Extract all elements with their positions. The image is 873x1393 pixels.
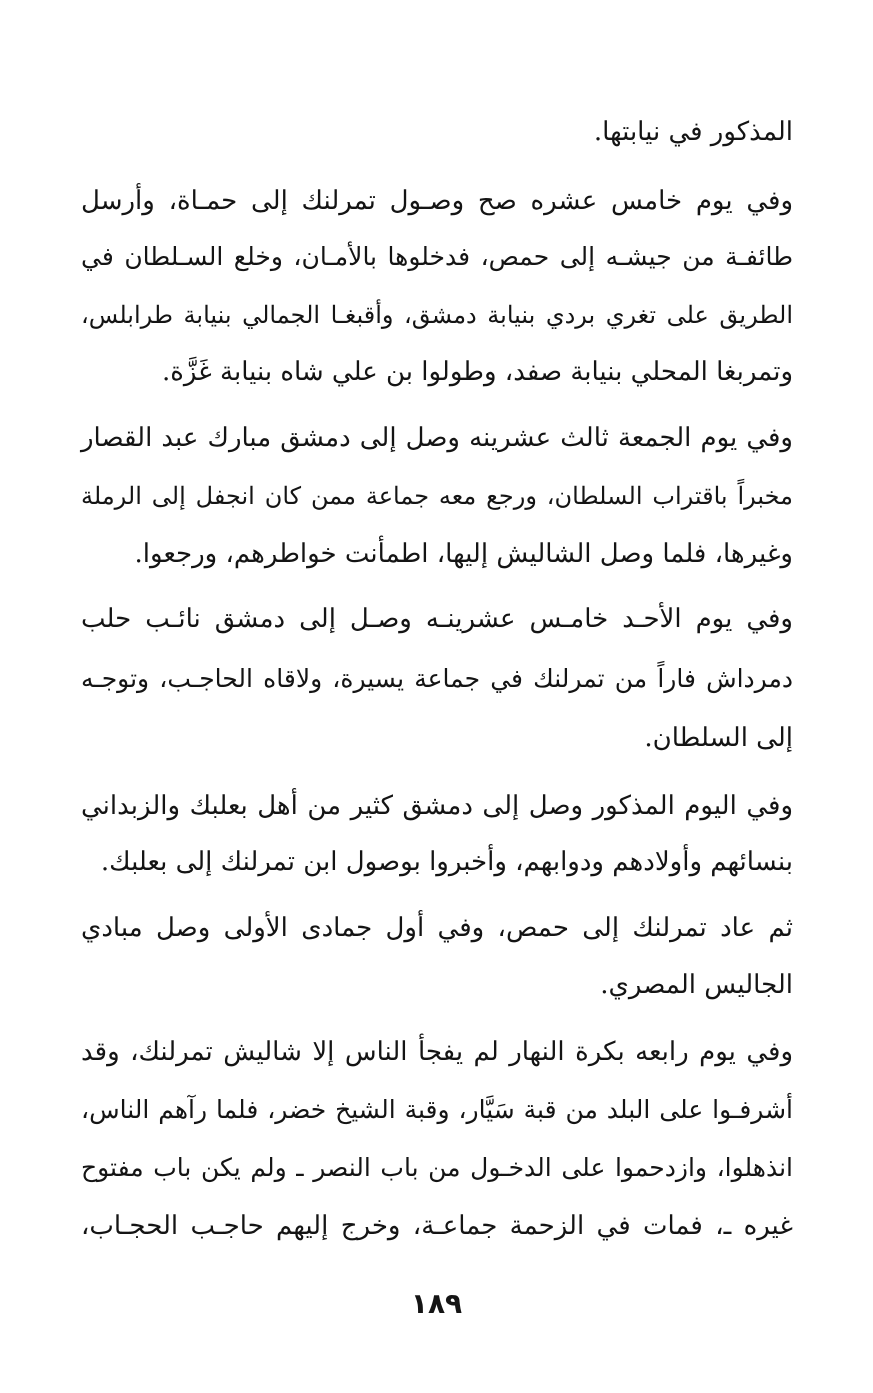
text-line: إلى السلطان. (644, 723, 793, 753)
text-line: طائفـة من جيشـه إلى حمص، فدخلوها بالأمـان، وخلع السـلطان في (81, 242, 793, 271)
text-line: وغيرها، فلما وصل الشاليش إليها، اطمأنت خواطرهم، ورجعوا. (134, 539, 793, 569)
text-line: وفي يوم الجمعة ثالث عشرينه وصل إلى دمشق مبارك عبد القصار (81, 423, 793, 453)
text-line: وفي يوم خامس عشره صح وصـول تمرلنك إلى حمـاة، وأرسل (81, 186, 793, 216)
text-line: المذكور في نيابتها. (593, 117, 793, 147)
text-line: غيره ـ، فمات في الزحمة جماعـة، وخرج إليهم حاجـب الحجـاب، (81, 1211, 793, 1241)
text-line: أشرفـوا على البلد من قبة سَيَّار، وقبة الشيخ خضر، فلما رآهم الناس، (81, 1095, 793, 1124)
text-line: وفي يوم الأحـد خامـس عشرينـه وصـل إلى دمشق نائـب حلب (81, 604, 793, 634)
text-line: ثم عاد تمرلنك إلى حمص، وفي أول جمادى الأولى وصل مبادي (81, 913, 793, 943)
text-line: الجاليس المصري. (600, 970, 793, 1000)
page-number: ١٨٩ (410, 1287, 463, 1320)
text-line: وتمربغا المحلي بنيابة صفد، وطولوا بن علي شاه بنيابة غَزَّة. (161, 357, 793, 387)
text-line: وفي يوم رابعه بكرة النهار لم يفجأ الناس إلا شاليش تمرلنك، وقد (81, 1037, 793, 1067)
text-line: وفي اليوم المذكور وصل إلى دمشق كثير من أهل بعلبك والزبداني (81, 791, 793, 821)
text-line: الطريق على تغري بردي بنيابة دمشق، وأقبغـا الجمالي بنيابة طرابلس، (81, 301, 793, 329)
text-line: مخبراً باقتراب السلطان، ورجع معه جماعة ممن كان انجفل إلى الرملة (81, 482, 793, 510)
text-line: بنسائهم وأولادهم ودوابهم، وأخبروا بوصول ابن تمرلنك إلى بعلبك. (100, 847, 793, 877)
text-line: دمرداش فاراً من تمرلنك في جماعة يسيرة، ولاقاه الحاجـب، وتوجـه (81, 664, 793, 693)
text-line: انذهلوا، وازدحموا على الدخـول من باب النصر ـ ولم يكن باب مفتوح (81, 1153, 793, 1182)
